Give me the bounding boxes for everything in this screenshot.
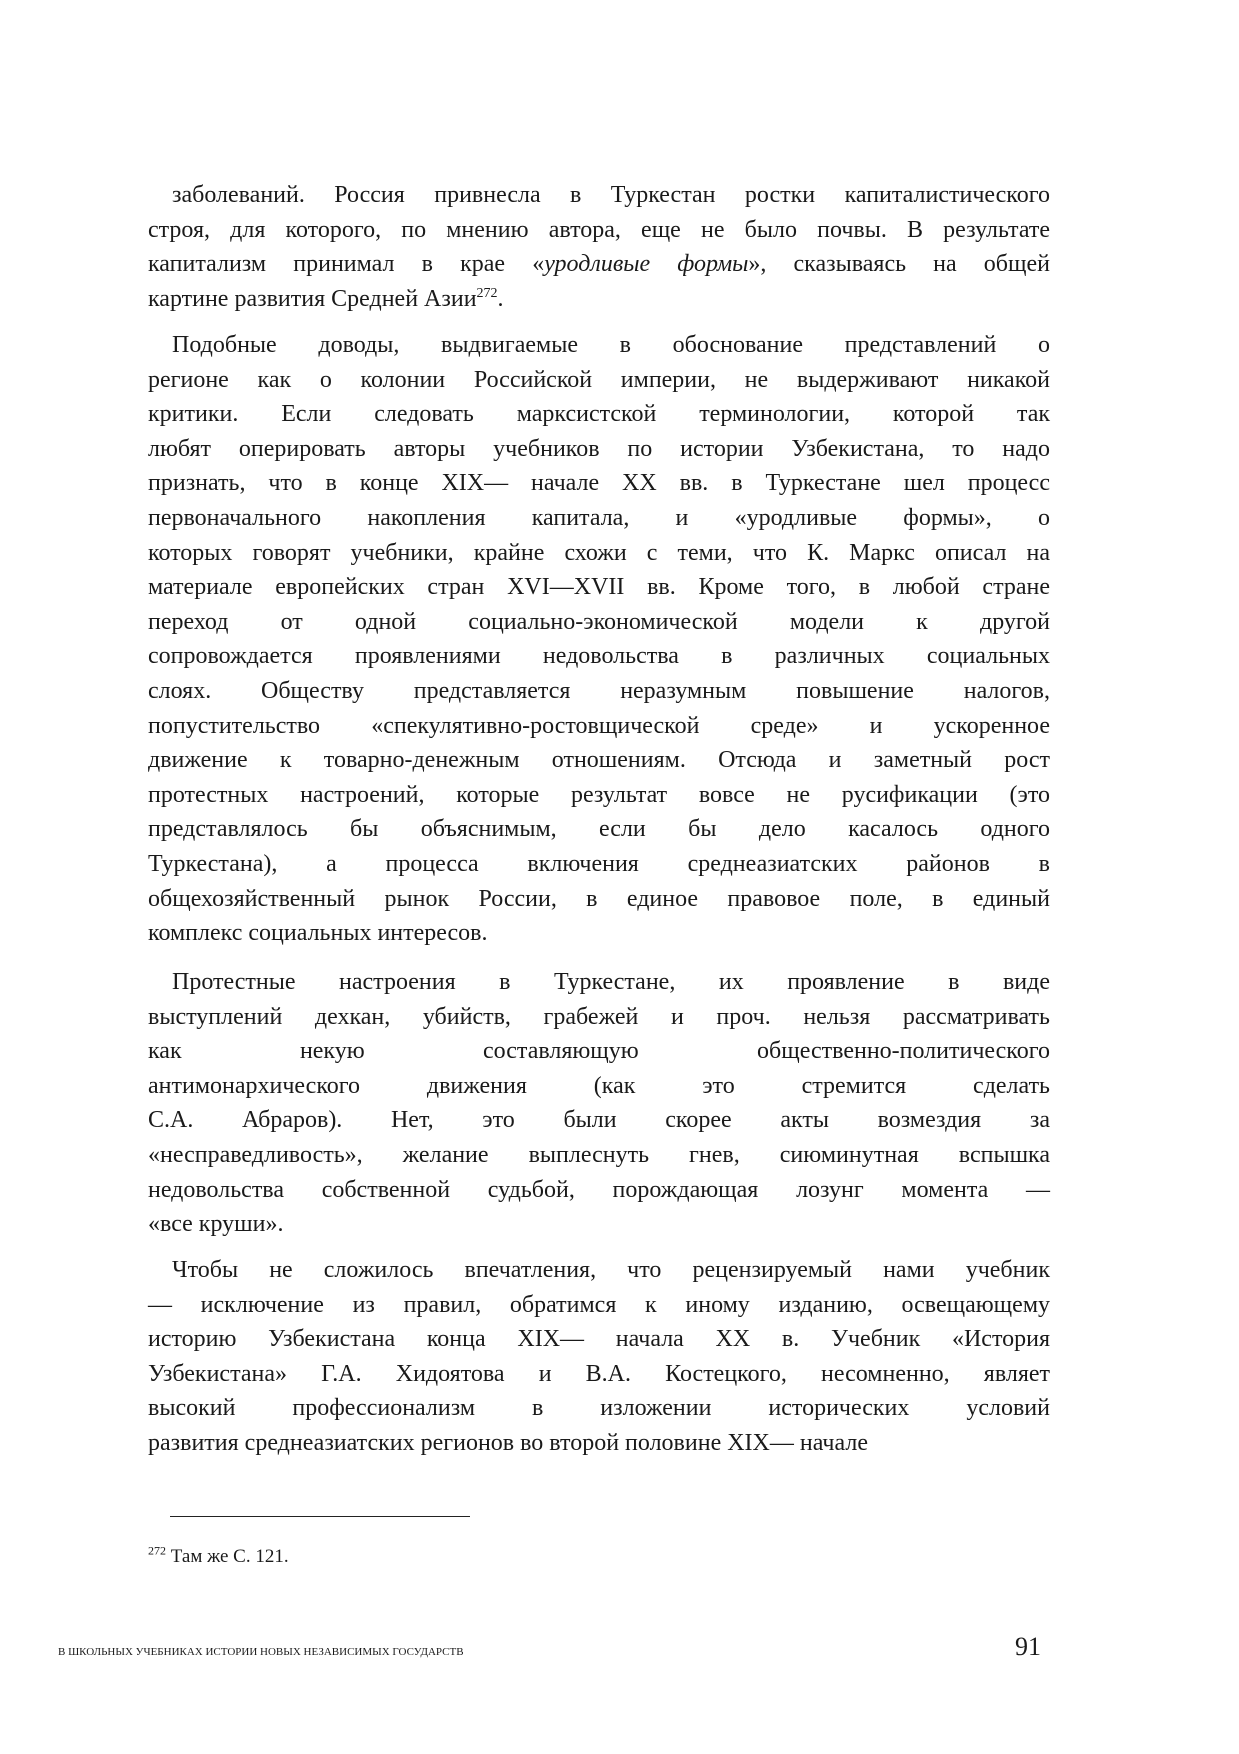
text-line: С.А. Абраров). Нет, это были скорее акты возмездия за: [148, 1107, 1050, 1134]
paragraph-2: [148, 328, 1050, 951]
text-line: признать, что в конце XIX— начале XX вв. в Туркестане шел процесс: [148, 470, 1050, 497]
footnote-text: Там же С. 121.: [170, 1546, 289, 1567]
text-line: «все круши».: [148, 1211, 284, 1238]
text-line: Подобные доводы, выдвигаемые в обоснование представлений о: [172, 332, 1050, 358]
footnote-number: 272: [148, 1543, 166, 1558]
paragraph-1: [148, 178, 1050, 316]
paragraph-4: [148, 1253, 1050, 1461]
text-line: недовольства собственной судьбой, порождающая лозунг момента —: [148, 1176, 1050, 1203]
text-line: которых говорят учебники, крайне схожи с теми, что К. Маркс описал на: [148, 539, 1050, 566]
text-line: представлялось бы объяснимым, если бы дело касалось одного: [148, 816, 1050, 843]
footnote-ref[interactable]: 272: [476, 285, 498, 301]
text-line: выступлений дехкан, убийств, грабежей и проч. нельзя рассматривать: [148, 1003, 1050, 1030]
text-line: заболеваний. Россия привнесла в Туркестан ростки капиталистического: [172, 182, 1050, 208]
page-number: 91: [1015, 1632, 1041, 1661]
paragraph-3: [148, 965, 1050, 1242]
text-line: любят оперировать авторы учебников по истории Узбекистана, то надо: [148, 435, 1050, 462]
text-line: капитализм принимал в крае «уродливые формы», сказываясь на общей: [148, 251, 1050, 278]
text-line: Туркестана), а процесса включения среднеазиатских районов в: [148, 850, 1050, 877]
text-line: развития среднеазиатских регионов во второй половине XIX— начале: [148, 1429, 868, 1456]
text-line: высокий профессионализм в изложении исторических условий: [148, 1395, 1050, 1422]
text-line: регионе как о колонии Российской империи, не выдерживают никакой: [148, 366, 1050, 393]
text-line: «несправедливость», желание выплеснуть гнев, сиюминутная вспышка: [148, 1141, 1050, 1168]
text-line: первоначального накопления капитала, и «уродливые формы», о: [148, 504, 1050, 531]
running-title: В ШКОЛЬНЫХ УЧЕБНИКАХ ИСТОРИИ НОВЫХ НЕЗАВИСИМЫХ ГОСУДАРСТВ: [58, 1646, 464, 1658]
text-line: антимонархического движения (как это стремится сделать: [148, 1072, 1050, 1099]
text-line: картине развития Средней Азии$^{272}$.: [148, 285, 504, 312]
text-line: — исключение из правил, обратимся к иному изданию, освещающему: [148, 1291, 1050, 1318]
text-line: критики. Если следовать марксистской терминологии, которой так: [148, 401, 1050, 428]
text-line: переход от одной социально-экономической модели к другой: [148, 608, 1050, 635]
footnote: [148, 1543, 289, 1568]
text-line: слоях. Обществу представляется неразумным повышение налогов,: [148, 677, 1050, 704]
text-line: общехозяйственный рынок России, в единое правовое поле, в единый: [148, 885, 1050, 912]
text-line: комплекс социальных интересов.: [148, 920, 488, 947]
text-line: как некую составляющую общественно-политического: [148, 1038, 1050, 1065]
line-text: картине развития Средней Азии: [148, 285, 477, 312]
text-line: историю Узбекистана конца XIX— начала XX в. Учебник «История: [148, 1326, 1050, 1353]
text-line: сопровождается проявлениями недовольства в различных социальных: [148, 643, 1050, 670]
text-line: попустительство «спекулятивно-ростовщической среде» и ускоренное: [148, 712, 1050, 739]
text-line: движение к товарно-денежным отношениям. Отсюда и заметный рост: [148, 747, 1050, 774]
text-line: Узбекистана» Г.А. Хидоятова и В.А. Костецкого, несомненно, являет: [148, 1360, 1050, 1387]
text-line: протестных настроений, которые результат вовсе не русификации (это: [148, 781, 1050, 808]
text-line: Протестные настроения в Туркестане, их проявление в виде: [172, 969, 1050, 995]
footnote-separator: [170, 1516, 470, 1517]
text-line: материале европейских стран XVI—XVII вв. Кроме того, в любой стране: [148, 574, 1050, 601]
text-line: строя, для которого, по мнению автора, еще не было почвы. В результате: [148, 216, 1050, 243]
italic-phrase: уродливые формы: [544, 251, 749, 278]
text-line: Чтобы не сложилось впечатления, что рецензируемый нами учебник: [172, 1257, 1050, 1283]
